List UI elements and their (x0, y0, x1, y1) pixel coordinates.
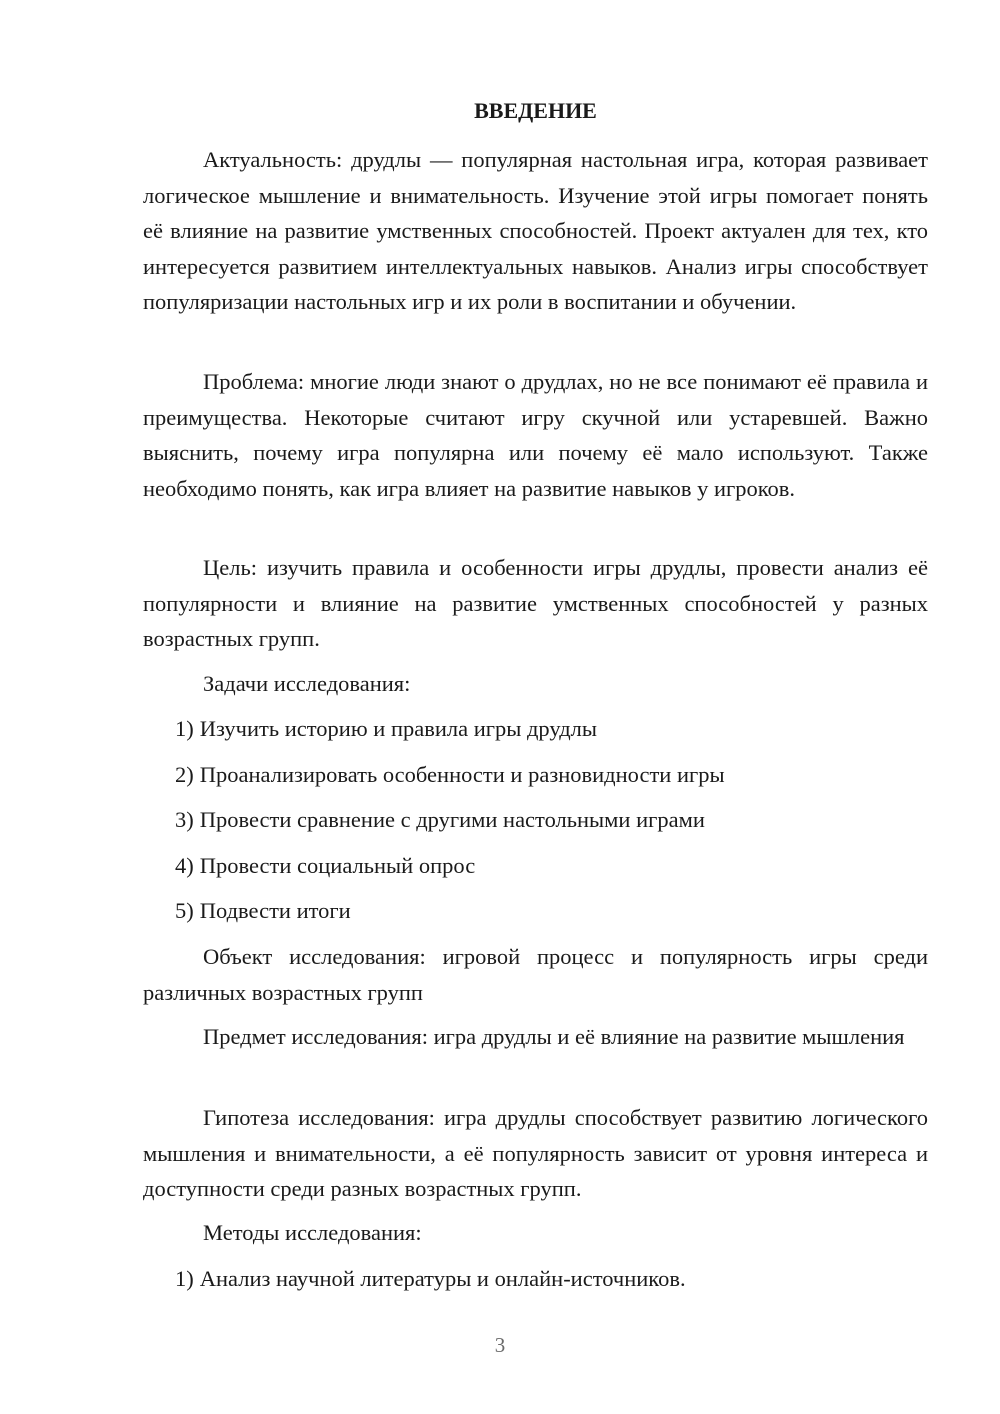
page-title: ВВЕДЕНИЕ (474, 98, 597, 123)
page-number: 3 (494, 1333, 506, 1357)
task-number: 4) (175, 853, 194, 878)
paragraph-object: Объект исследования: игровой процесс и популярность игры среди различных возрастных групп (143, 944, 928, 1005)
task-number: 5) (175, 898, 194, 923)
method-item-1 (175, 1261, 928, 1297)
task-text: Подвести итоги (199, 898, 351, 923)
task-item-1 (175, 711, 928, 747)
task-text: Изучить историю и правила игры друдлы (199, 716, 598, 741)
paragraph-hypothesis: Гипотеза исследования: игра друдлы способствует развитию логического мышления и внимательности, а её популярность зависит от уровня интереса и доступности среди разных возрастных групп. (143, 1105, 928, 1202)
paragraph-goal: Цель: изучить правила и особенности игры друдлы, провести анализ её популярности и влияние на развитие умственных способностей у разных возрастных групп. (143, 555, 928, 652)
task-text: Провести социальный опрос (199, 853, 476, 878)
task-item-4 (175, 848, 928, 884)
task-number: 2) (175, 762, 194, 787)
task-text: Проанализировать особенности и разновидности игры (199, 762, 725, 787)
paragraph-problem: Проблема: многие люди знают о друдлах, но не все понимают её правила и преимущества. Некоторые считают игру скучной или устаревшей. Важно выяснить, почему игра популярна или почему её мало используют. Также необходимо понять, как игра влияет на развитие навыков у игроков. (143, 369, 928, 501)
task-number: 3) (175, 807, 194, 832)
method-number: 1) (175, 1266, 194, 1291)
task-item-5 (175, 893, 928, 929)
methods-heading: Методы исследования: (203, 1220, 422, 1245)
task-item-2 (175, 757, 928, 793)
method-text: Анализ научной литературы и онлайн-источников. (199, 1266, 686, 1291)
tasks-heading: Задачи исследования: (203, 671, 411, 696)
paragraph-relevance: Актуальность: друдлы — популярная настольная игра, которая развивает логическое мышление и внимательность. Изучение этой игры помогает понять её влияние на развитие умственных способностей. Проект актуален для тех, кто интересуется развитием интеллектуальных навыков. Анализ игры способствует популяризации настольных игр и их роли в воспитании и обучении. (143, 147, 928, 315)
task-text: Провести сравнение с другими настольными играми (199, 807, 705, 832)
task-number: 1) (175, 716, 194, 741)
task-item-3 (175, 802, 928, 838)
paragraph-subject: Предмет исследования: игра друдлы и её влияние на развитие мышления (203, 1024, 905, 1049)
